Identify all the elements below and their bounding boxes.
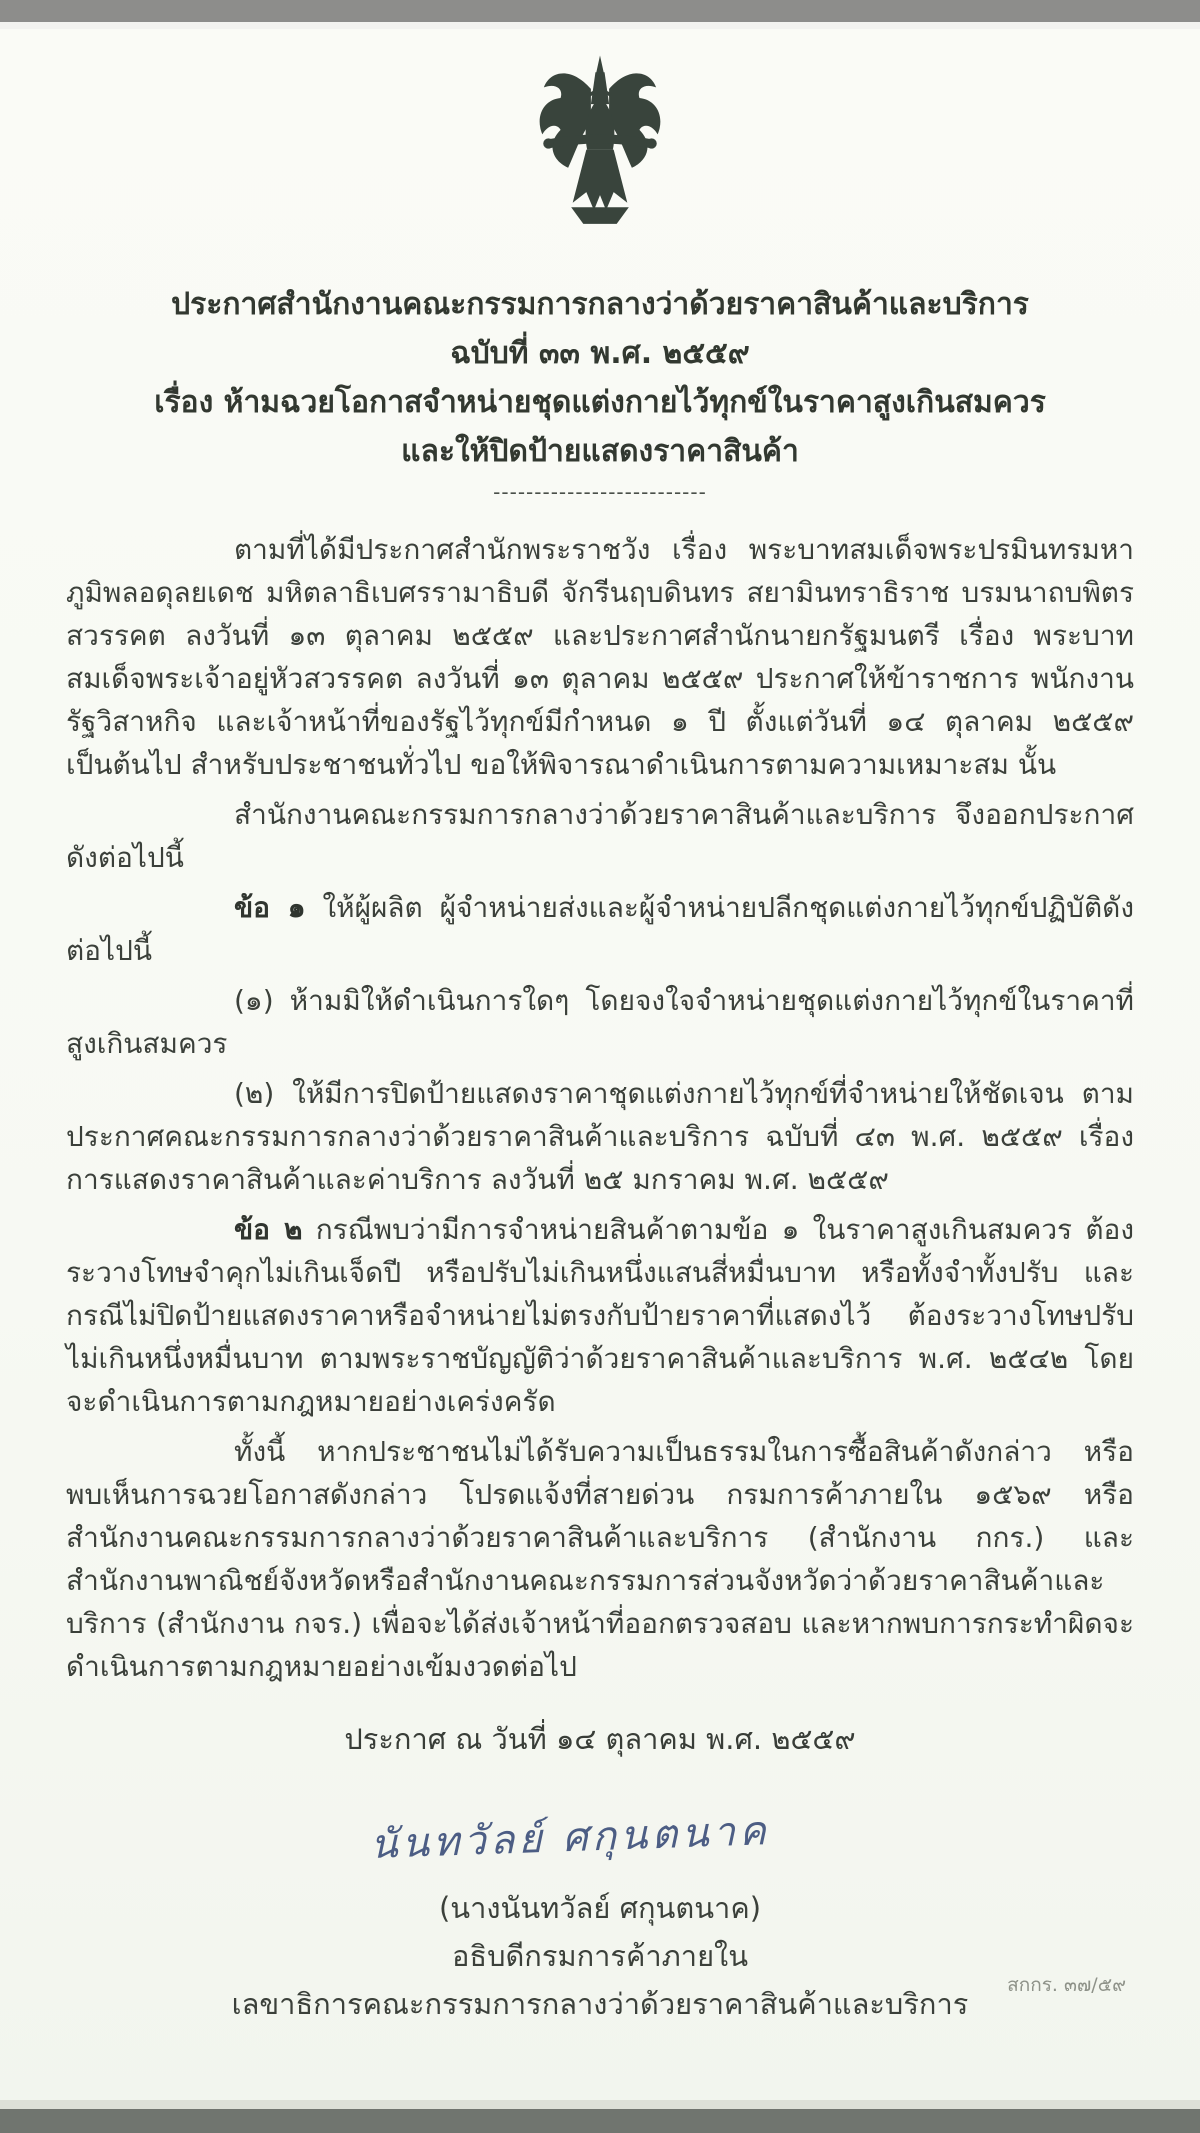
signatory-name: (นางนันทวัลย์ ศกุนตนาค) [438,1891,762,1925]
paragraph-text: สำนักงานคณะกรรมการกลางว่าด้วยราคาสินค้าและบริการ จึงออกประกาศดังต่อไปนี้ [66,798,1134,874]
signatory-title-2: เลขาธิการคณะกรรมการกลางว่าด้วยราคาสินค้าและบริการ [231,1987,969,2021]
paragraph-text: (๒) ให้มีการปิดป้ายแสดงราคาชุดแต่งกายไว้ทุกข์ที่จำหน่ายให้ชัดเจน ตามประกาศคณะกรรมการกลางว่าด้วยราคาสินค้าและบริการ ฉบับที่ ๔๓ พ.ศ. ๒๕๕๙ เรื่อง การแสดงราคาสินค้าและค่าบริการ ลงวันที่ ๒๕ มกราคม พ.ศ. ๒๕๕๙ [66,1077,1134,1196]
paragraph-text: กรณีพบว่ามีการจำหน่ายสินค้าตามข้อ ๑ ในราคาสูงเกินสมควร ต้องระวางโทษจำคุกไม่เกินเจ็ดปี หรือปรับไม่เกินหนึ่งแสนสี่หมื่นบาท หรือทั้งจำทั้งปรับ และกรณีไม่ปิดป้ายแสดงราคาหรือจำหน่ายไม่ตรงกับป้ายราคาที่แสดงไว้ ต้องระวางโทษปรับไม่เกินหนึ่งหมื่นบาท ตามพระราชบัญญัติว่าด้วยราคาสินค้าและบริการ พ.ศ. ๒๕๔๒ โดยจะดำเนินการตามกฎหมายอย่างเคร่งครัด [66,1213,1134,1418]
signature-handwriting: นันทวัลย์ ศกุนตนาค [369,1808,771,1869]
paragraph-text: ตามที่ได้มีประกาศสำนักพระราชวัง เรื่อง พระบาทสมเด็จพระปรมินทรมหาภูมิพลอดุลยเดช มหิตลาธิเบศรรามาธิบดี จักรีนฤบดินทร สยามินทราธิราช บรมนาถบพิตร สวรรคต ลงวันที่ ๑๓ ตุลาคม ๒๕๕๙ และประกาศสำนักนายกรัฐมนตรี เรื่อง พระบาทสมเด็จพระเจ้าอยู่หัวสวรรคต ลงวันที่ ๑๓ ตุลาคม ๒๕๕๙ ประกาศให้ข้าราชการ พนักงานรัฐวิสาหกิจ และเจ้าหน้าที่ของรัฐไว้ทุกข์มีกำหนด ๑ ปี ตั้งแต่วันที่ ๑๔ ตุลาคม ๒๕๕๙ เป็นต้นไป สำหรับประชาชนทั่วไป ขอให้พิจารณาดำเนินการตามความเหมาะสม นั้น [66,533,1134,781]
announcement-paper [0,30,1200,2100]
title-line-2: ฉบับที่ ๓๓ พ.ศ. ๒๕๕๙ [450,336,750,371]
signatory-block [66,1884,1134,2028]
paragraph-preamble [66,528,1134,786]
doc-ref-number: สกกร. ๓๗/๕๙ [1007,1974,1126,1996]
clause-1-label: ข้อ ๑ [234,891,306,924]
paragraph-subclause-2 [66,1072,1134,1201]
paragraph-text: ทั้งนี้ หากประชาชนไม่ได้รับความเป็นธรรมในการซื้อสินค้าดังกล่าว หรือพบเห็นการฉวยโอกาสดังกล่าว โปรดแจ้งที่สายด่วน กรมการค้าภายใน ๑๕๖๙ หรือสำนักงานคณะกรรมการกลางว่าด้วยราคาสินค้าและบริการ (สำนักงาน กกร.) และสำนักงานพาณิชย์จังหวัดหรือสำนักงานคณะกรรมการส่วนจังหวัดว่าด้วยราคาสินค้าและบริการ (สำนักงาน กจร.) เพื่อจะได้ส่งเจ้าหน้าที่ออกตรวจสอบ และหากพบการกระทำผิดจะดำเนินการตามกฎหมายอย่างเข้มงวดต่อไป [66,1435,1134,1683]
paragraph-subclause-1 [66,979,1134,1065]
title-line-3: เรื่อง ห้ามฉวยโอกาสจำหน่ายชุดแต่งกายไว้ทุกข์ในราคาสูงเกินสมควร [154,385,1046,420]
paragraph-clause-1 [66,886,1134,972]
garuda-emblem-icon [66,54,1134,234]
paragraph-text: (๑) ห้ามมิให้ดำเนินการใดๆ โดยจงใจจำหน่ายชุดแต่งกายไว้ทุกข์ในราคาที่สูงเกินสมควร [66,984,1134,1060]
paragraph-hotline [66,1430,1134,1688]
promulgation-date: ประกาศ ณ วันที่ ๑๔ ตุลาคม พ.ศ. ๒๕๕๙ [344,1722,856,1756]
clause-2-label: ข้อ ๒ [234,1213,303,1246]
paragraph-text: ให้ผู้ผลิต ผู้จำหน่ายส่งและผู้จำหน่ายปลีกชุดแต่งกายไว้ทุกข์ปฏิบัติดังต่อไปนี้ [66,891,1134,967]
scan-top-edge [0,0,1200,29]
signatory-title-1: อธิบดีกรมการค้าภายใน [451,1939,749,1973]
title-separator: -------------------------- [493,480,707,504]
document-body [66,528,1134,1688]
scan-bottom-edge [0,2100,1200,2133]
document-title [66,280,1134,476]
paragraph-clause-2 [66,1208,1134,1423]
title-line-4: และให้ปิดป้ายแสดงราคาสินค้า [401,434,799,469]
title-line-1: ประกาศสำนักงานคณะกรรมการกลางว่าด้วยราคาสินค้าและบริการ [171,287,1029,322]
paragraph-issuance [66,793,1134,879]
